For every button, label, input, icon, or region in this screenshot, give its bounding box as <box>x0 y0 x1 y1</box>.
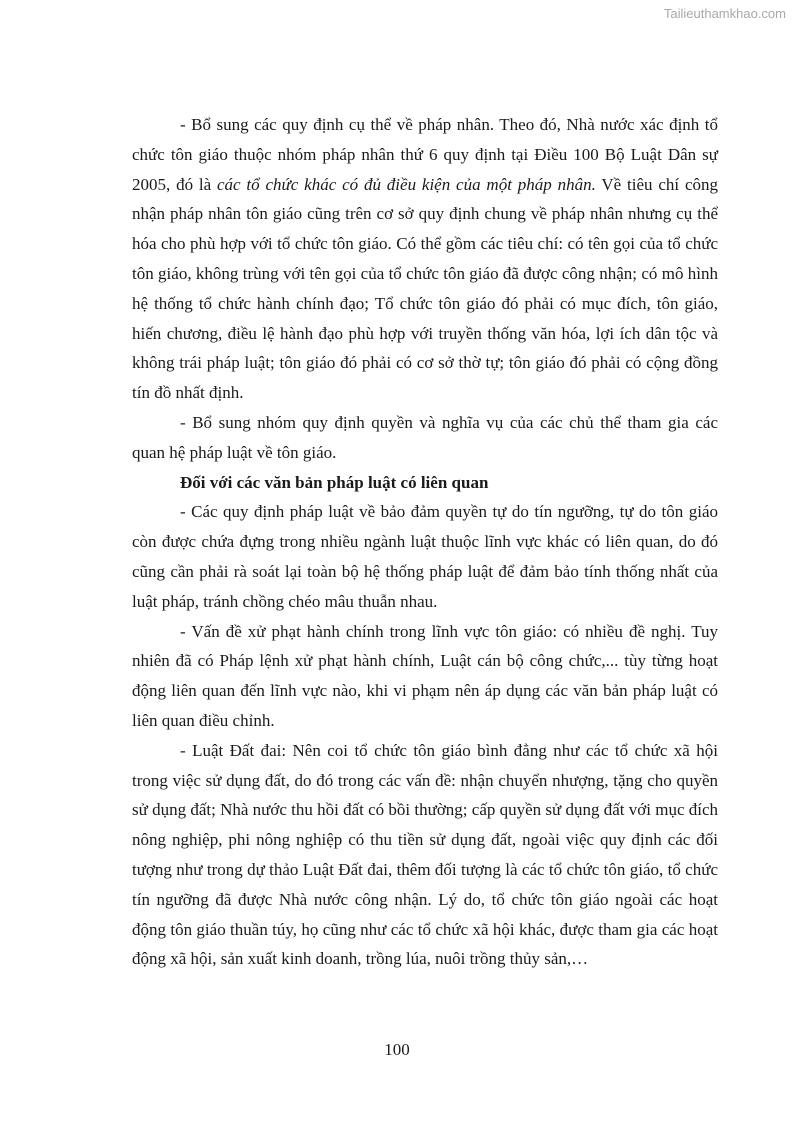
watermark: Tailieuthamkhao.com <box>663 6 786 21</box>
paragraph-land-law: - Luật Đất đai: Nên coi tổ chức tôn giáo bình đẳng như các tổ chức xã hội trong việc sử dụng đất, do đó trong các vấn đề: nhận chuyển nhượng, tặng cho quyền sử dụng đất; Nhà nước thu hồi đất có bồi thường; cấp quyền sử dụng đất với mục đích nông nghiệp, phi nông nghiệp có thu tiền sử dụng đất, ngoài việc quy định các đối tượng như trong dự thảo Luật Đất đai, thêm đối tượng là các tổ chức tôn giáo, tổ chức tín ngưỡng đã được Nhà nước công nhận. Lý do, tổ chức tôn giáo ngoài các hoạt động tôn giáo thuần túy, họ cũng như các tổ chức xã hội khác, được tham gia các hoạt động xã hội, sản xuất kinh doanh, trồng lúa, nuôi trồng thủy sản,… <box>132 740 719 969</box>
paragraph-legal-entity-italic: các tổ chức khác có đủ điều kiện của một pháp nhân. <box>217 174 596 194</box>
paragraph-related-laws: - Các quy định pháp luật về bảo đảm quyền tự do tín ngưỡng, tự do tôn giáo còn được chứa đựng trong nhiều ngành luật thuộc lĩnh vực khác có liên quan, do đó cũng cần phải rà soát lại toàn bộ hệ thống pháp luật để đảm bảo tính thống nhất của luật pháp, tránh chồng chéo mâu thuẫn nhau. <box>132 502 718 611</box>
paragraph-legal-entity <box>132 110 718 408</box>
paragraph-administrative-sanctions: - Vấn đề xử phạt hành chính trong lĩnh vực tôn giáo: có nhiều đề nghị. Tuy nhiên đã có Pháp lệnh xử phạt hành chính, Luật cán bộ công chức,... tùy từng hoạt động liên quan đến lĩnh vực nào, khi vi phạm nên áp dụng các văn bản pháp luật có liên quan điều chỉnh. <box>132 621 718 730</box>
paragraph-legal-entity-text-2: Về tiêu chí công nhận pháp nhân tôn giáo cũng trên cơ sở quy định chung về pháp nhân nhưng cụ thể hóa cho phù hợp với tổ chức tôn giáo. Có thể gồm các tiêu chí: có tên gọi của tổ chức tôn giáo, không trùng với tên gọi của tổ chức tôn giáo đã được công nhận; có mô hình hệ thống tổ chức hành chính đạo; Tổ chức tôn giáo đó phải có mục đích, tôn giáo, hiến chương, điều lệ hành đạo phù hợp với truyền thống văn hóa, lợi ích dân tộc và không trái pháp luật; tôn giáo đó phải có cơ sở thờ tự; tôn giáo đó phải có cộng đồng tín đồ nhất định. <box>132 174 718 403</box>
paragraph-legal-entity-text-1: - Bổ sung các quy định cụ thể về pháp nhân. Theo đó, Nhà nước xác định tổ chức tôn giáo thuộc nhóm pháp nhân thứ 6 quy định tại Điều 100 Bộ Luật Dân sự 2005, đó là <box>132 115 718 194</box>
document-body <box>132 110 718 974</box>
page-number: 100 <box>384 1040 410 1059</box>
section-heading: Đối với các văn bản pháp luật có liên quan <box>180 472 489 492</box>
paragraph-rights-obligations: - Bổ sung nhóm quy định quyền và nghĩa vụ của các chủ thể tham gia các quan hệ pháp luật về tôn giáo. <box>132 412 718 462</box>
